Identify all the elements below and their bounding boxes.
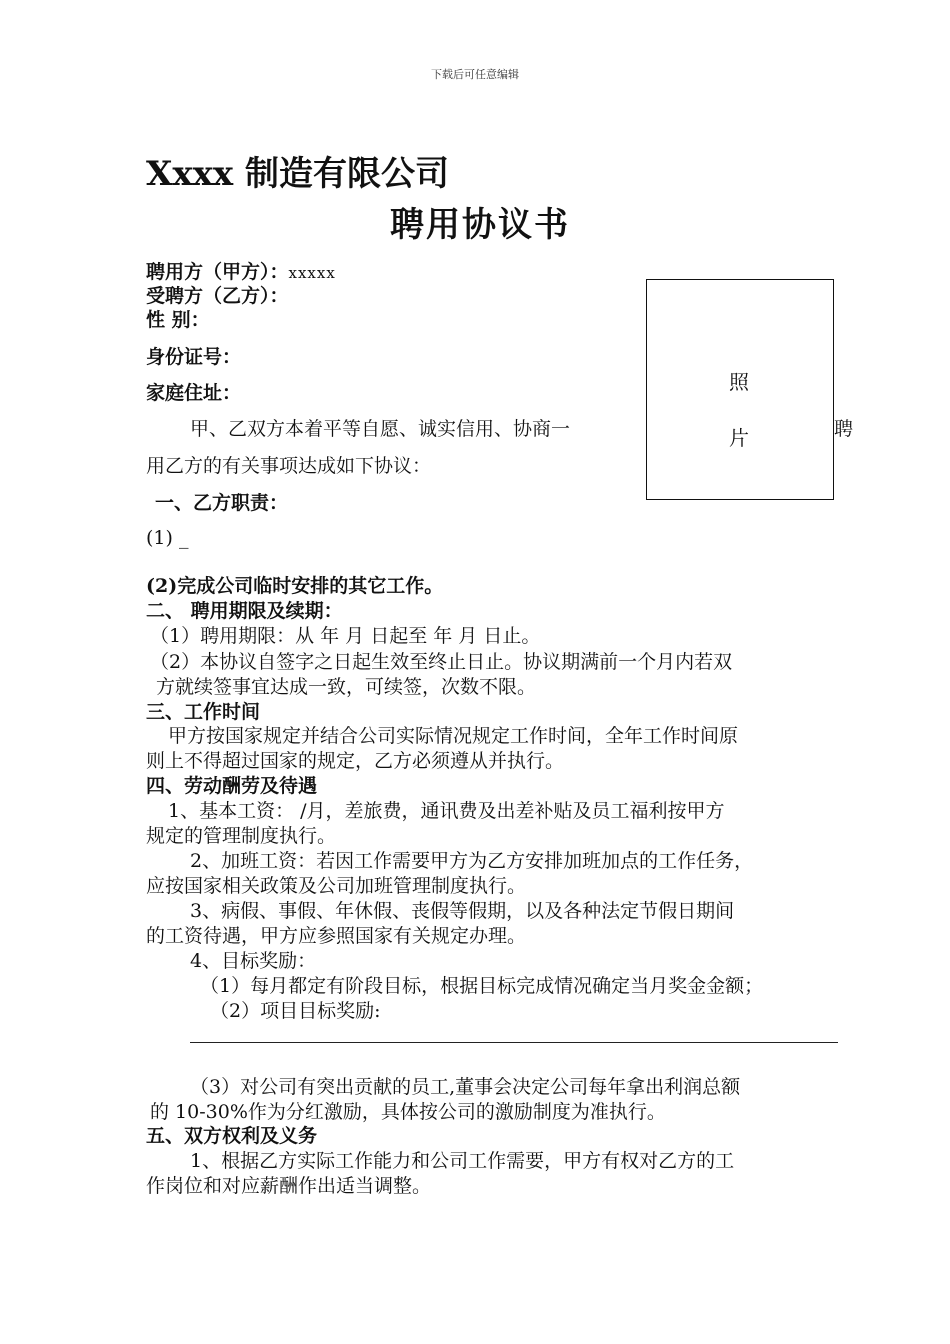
section-4-p4-3a: （3）对公司有突出贡献的员工,董事会决定公司每年拿出利润总额: [190, 1076, 741, 1098]
section-3-p1b: 则上不得超过国家的规定，乙方必须遵从并执行。: [146, 750, 565, 772]
section-4-p1a: 1、基本工资： /月，差旅费，通讯费及出差补贴及员工福利按甲方: [168, 800, 725, 822]
section-4-p2a: 2、加班工资：若因工作需要甲方为乙方安排加班加点的工作任务，: [190, 850, 754, 872]
section-4-p4-3b: 的 10-30%作为分红激励，具体按公司的激励制度为准执行。: [150, 1101, 666, 1123]
header-note: 下载后可任意编辑: [431, 68, 519, 81]
blank-line: [190, 1042, 838, 1043]
section-1-item-1: (1) _: [146, 527, 189, 549]
intro-line-1a: 甲、乙双方本着平等自愿、诚实信用、协商一: [190, 418, 571, 440]
section-4-p4: 4、目标奖励：: [190, 950, 317, 972]
section-5-title: 五、双方权利及义务: [146, 1125, 318, 1147]
section-4-p2b: 应按国家相关政策及公司加班管理制度执行。: [146, 875, 527, 897]
section-4-p1b: 规定的管理制度执行。: [146, 825, 337, 847]
home-address-label: 家庭住址：: [146, 382, 242, 404]
employer-value: xxxxx: [288, 264, 336, 282]
section-5-p1b: 作岗位和对应薪酬作出适当调整。: [146, 1175, 432, 1197]
photo-char-1: 照: [729, 370, 749, 394]
intro-line-1b: 聘: [834, 418, 854, 440]
company-name: Xxxx 制造有限公司: [146, 154, 450, 194]
section-4-p3b: 的工资待遇，甲方应参照国家有关规定办理。: [146, 925, 527, 947]
gender-label: 性 别：: [146, 309, 210, 331]
photo-char-2: 片: [729, 426, 749, 450]
employer-label: 聘用方（甲方）：: [146, 261, 289, 283]
section-1-item-2: (2)完成公司临时安排的其它工作。: [146, 575, 444, 597]
section-4-p4-1: （1）每月都定有阶段目标，根据目标完成情况确定当月奖金金额；: [200, 975, 764, 997]
photo-box: [646, 279, 834, 500]
document-title: 聘用协议书: [390, 205, 570, 245]
section-4-title: 四、劳动酬劳及待遇: [146, 775, 318, 797]
intro-line-2: 用乙方的有关事项达成如下协议：: [146, 455, 432, 477]
section-4-p3a: 3、病假、事假、年休假、丧假等假期，以及各种法定节假日期间: [190, 900, 735, 922]
employee-label: 受聘方（乙方）：: [146, 285, 289, 307]
section-2-p2b: 方就续签事宜达成一致，可续签，次数不限。: [156, 676, 537, 698]
section-5-p1a: 1、根据乙方实际工作能力和公司工作需要，甲方有权对乙方的工: [190, 1150, 735, 1172]
section-2-title: 二、 聘用期限及续期：: [146, 600, 343, 622]
section-3-title: 三、工作时间: [146, 701, 261, 723]
section-4-p4-2: （2）项目目标奖励:: [210, 1000, 381, 1022]
id-number-label: 身份证号：: [146, 346, 242, 368]
employer-field: [146, 260, 336, 285]
section-2-p2a: （2）本协议自签字之日起生效至终止日止。协议期满前一个月内若双: [150, 651, 733, 673]
section-3-p1a: 甲方按国家规定并结合公司实际情况规定工作时间，全年工作时间原: [168, 725, 739, 747]
section-1-title: 一、乙方职责：: [155, 492, 289, 514]
section-2-p1: （1）聘用期限：从 年 月 日起至 年 月 日止。: [150, 625, 541, 647]
